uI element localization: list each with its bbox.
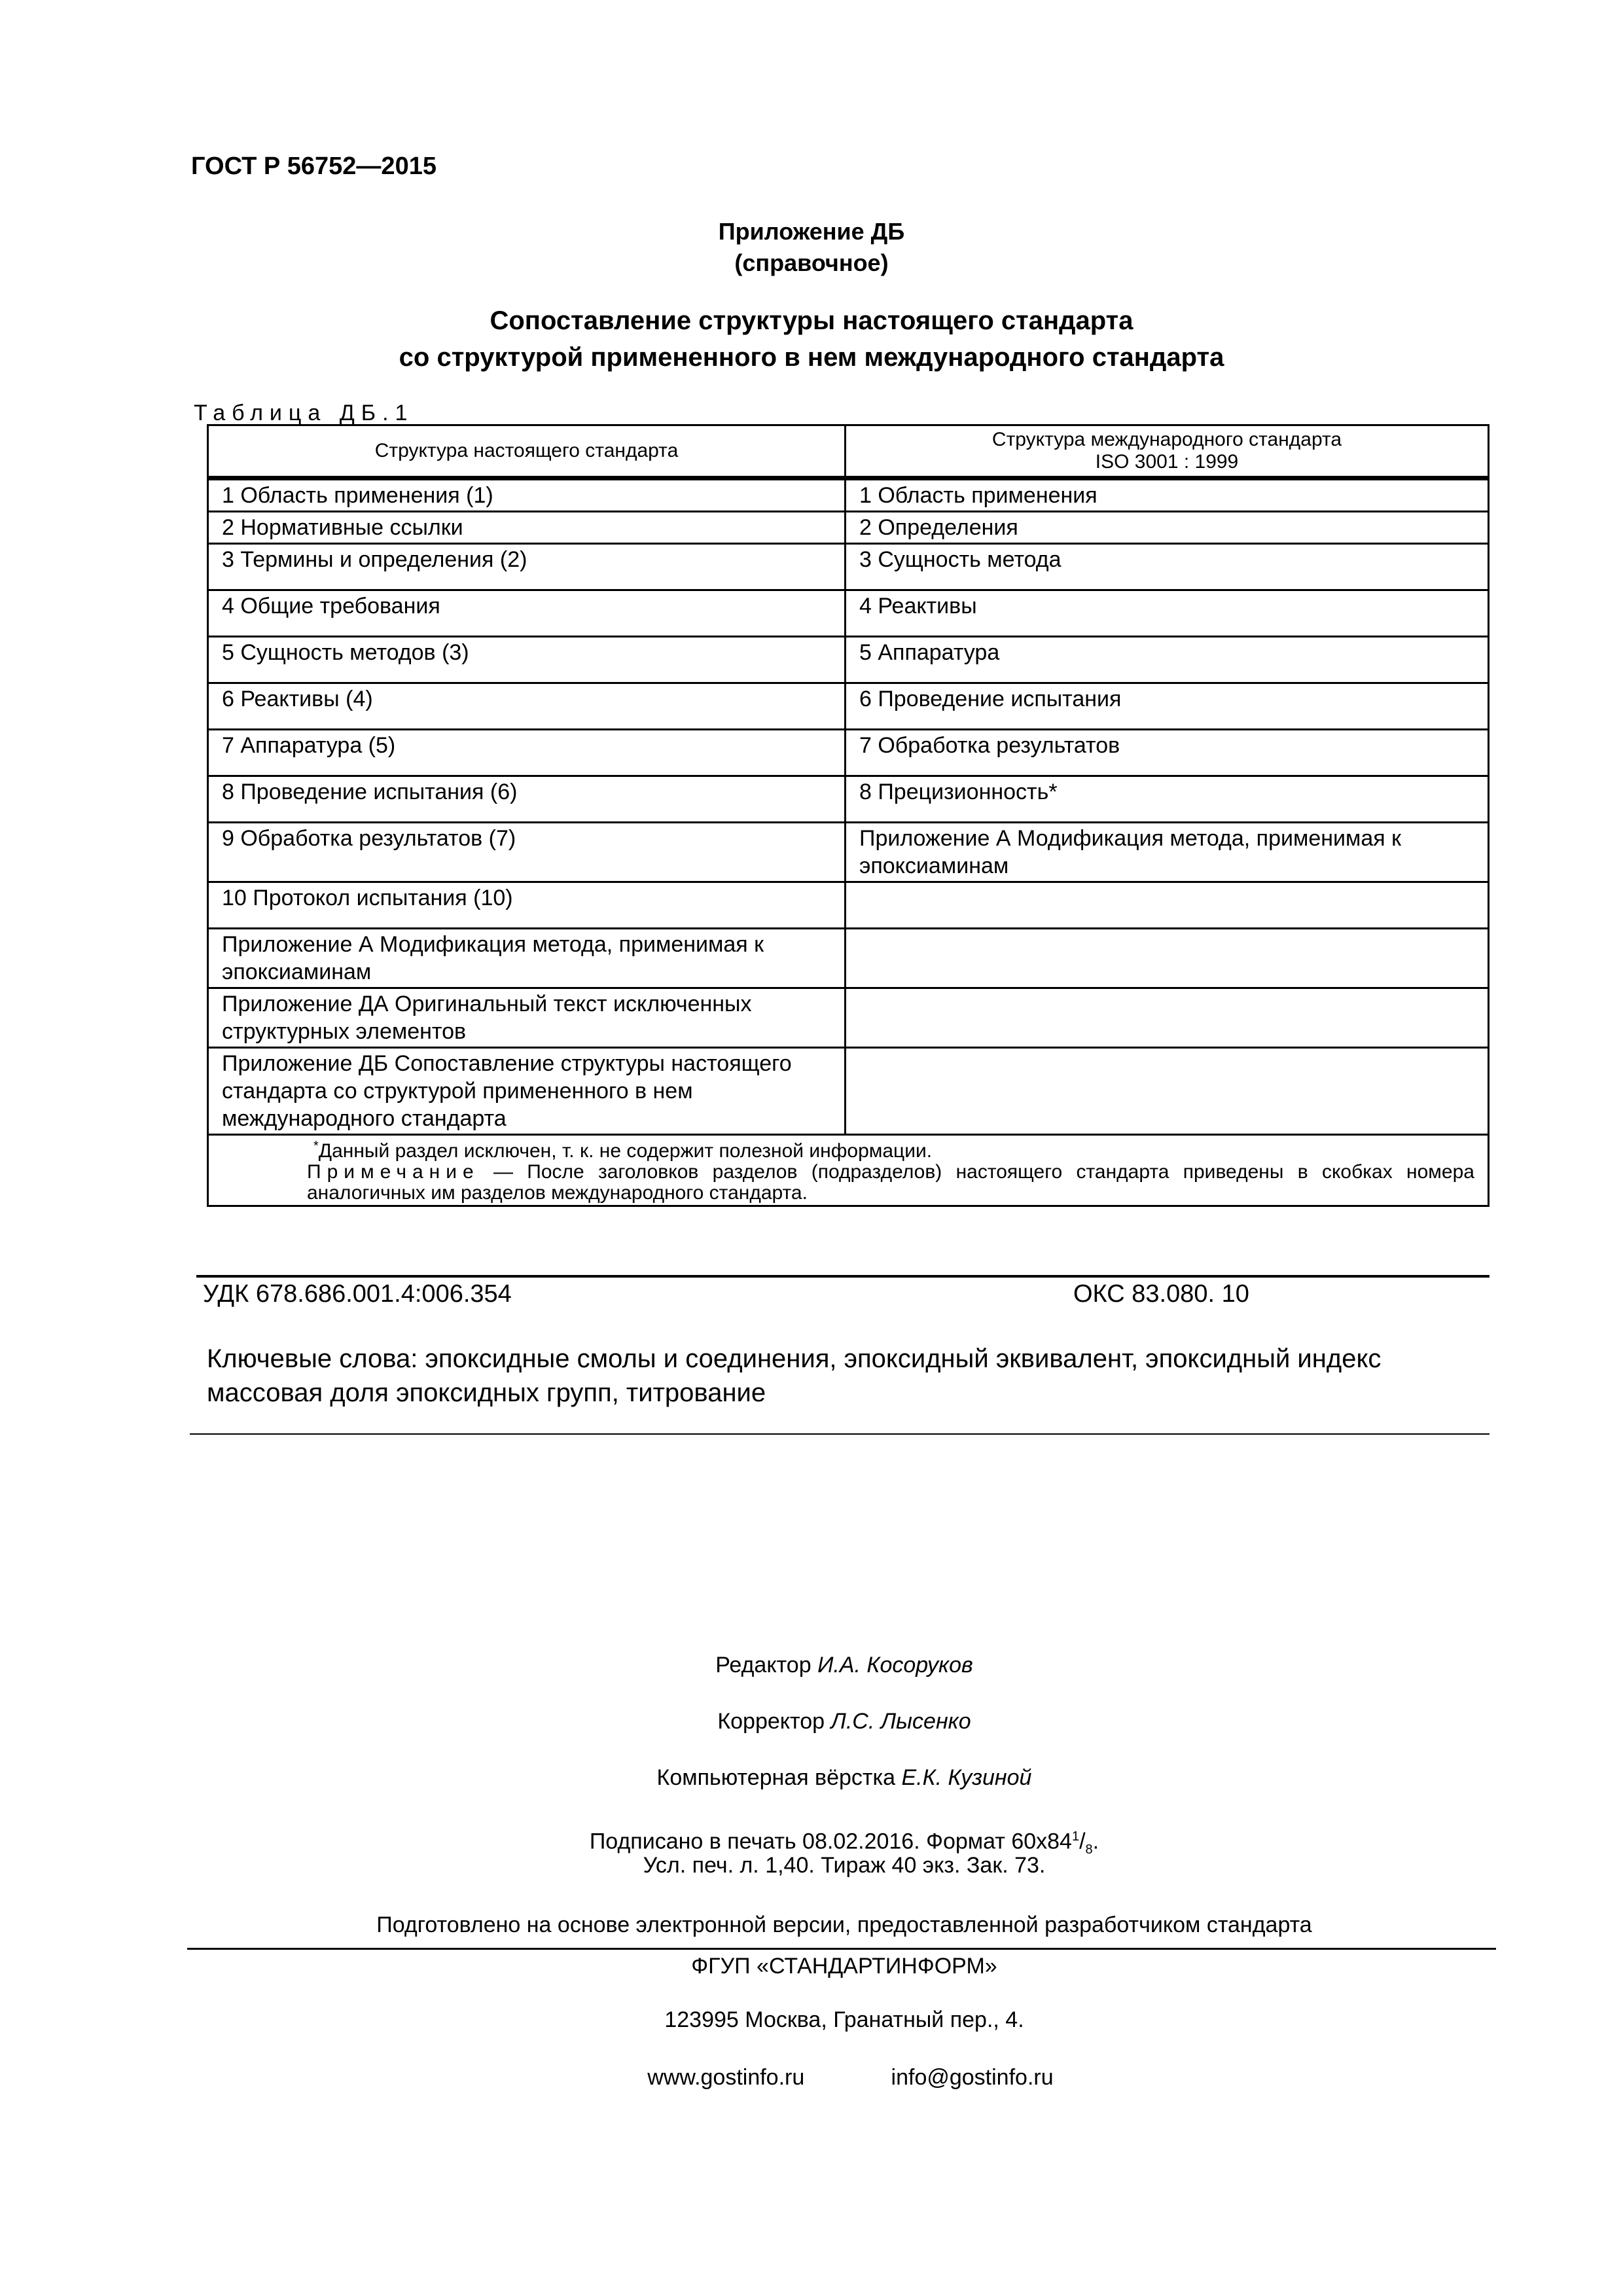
national-structure-cell: Приложение ДБ Сопоставление структуры настоящего стандарта со структурой примененного в нем международного стандарта — [208, 1048, 846, 1135]
footnote — [222, 1136, 1474, 1162]
signed-text: Подписано в печать 08.02.2016. Формат 60x84 — [589, 1829, 1072, 1854]
table-row — [208, 512, 1489, 544]
national-structure-cell: 5 Сущность методов (3) — [208, 637, 846, 683]
table-note — [222, 1162, 1474, 1204]
corrector-label: Корректор — [717, 1709, 825, 1734]
table-row — [208, 823, 1489, 882]
national-structure-cell: 9 Обработка результатов (7) — [208, 823, 846, 882]
udk-code: УДК 678.686.001.4:006.354 — [203, 1280, 512, 1308]
format-subscript: 8 — [1085, 1842, 1093, 1857]
keywords: Ключевые слова: эпоксидные смолы и соединения, эпоксидный эквивалент, эпоксидный индекс массовая доля эпоксидных групп, титрование — [207, 1344, 1382, 1407]
national-structure-cell: 4 Общие требования — [208, 590, 846, 637]
table-row — [208, 776, 1489, 823]
international-structure-cell: 1 Область применения — [846, 478, 1489, 512]
international-structure-cell — [846, 882, 1489, 929]
national-structure-cell: Приложение ДА Оригинальный текст исключенных структурных элементов — [208, 988, 846, 1048]
column-header-international-title: Структура международного стандарта — [991, 429, 1342, 450]
footnote-text: Данный раздел исключен, т. к. не содержит полезной информации. — [318, 1140, 933, 1162]
footnote-marker: * — [313, 1139, 319, 1153]
table-note-row — [208, 1135, 1489, 1206]
column-header-international — [846, 425, 1489, 478]
international-structure-cell — [846, 929, 1489, 988]
table-note-cell — [208, 1135, 1489, 1206]
prepared-note: Подготовлено на основе электронной версии, предоставленной разработчиком стандарта — [376, 1912, 1312, 1937]
oks-code: ОКС 83.080. 10 — [1073, 1280, 1249, 1308]
note-text: — После заголовков разделов (подразделов) настоящего стандарта приведены в скобках номера аналогичных им разделов международного стандарта. — [307, 1161, 1474, 1204]
layout-label: Компьютерная вёрстка — [656, 1765, 896, 1790]
editor-label: Редактор — [715, 1653, 812, 1677]
international-structure-cell: 6 Проведение испытания — [846, 683, 1489, 730]
national-structure-cell: 10 Протокол испытания (10) — [208, 882, 846, 929]
international-structure-cell: 3 Сущность метода — [846, 544, 1489, 590]
international-structure-cell: Приложение А Модификация метода, применимая к эпоксиаминам — [846, 823, 1489, 882]
international-structure-cell: 8 Прецизионность* — [846, 776, 1489, 823]
section-title — [0, 302, 1623, 376]
table-row — [208, 1048, 1489, 1135]
document-id: ГОСТ Р 56752—2015 — [191, 152, 437, 180]
international-structure-cell: 4 Реактивы — [846, 590, 1489, 637]
table-row — [208, 637, 1489, 683]
appendix-subtitle: (справочное) — [734, 249, 889, 276]
section-title-line-1: Сопоставление структуры настоящего стандарта — [490, 306, 1133, 335]
publisher-name: ФГУП «СТАНДАРТИНФОРМ» — [691, 1954, 997, 1979]
national-structure-cell: 2 Нормативные ссылки — [208, 512, 846, 544]
table-row — [208, 988, 1489, 1048]
table-row — [208, 478, 1489, 512]
column-header-iso-number: ISO 3001 : 1999 — [1095, 451, 1239, 473]
international-structure-cell: 2 Определения — [846, 512, 1489, 544]
format-superscript: 1 — [1071, 1829, 1080, 1844]
email-link[interactable]: info@gostinfo.ru — [891, 2065, 1054, 2090]
editor-line — [0, 1651, 1623, 1679]
appendix-title: Приложение ДБ — [718, 218, 905, 245]
table-row — [208, 590, 1489, 637]
website-link[interactable]: www.gostinfo.ru — [647, 2065, 805, 2090]
table-row — [208, 882, 1489, 929]
corrector-name: Л.С. Лысенко — [830, 1709, 971, 1734]
table-row — [208, 683, 1489, 730]
table-label: Таблица ДБ.1 — [194, 401, 414, 425]
international-structure-cell: 7 Обработка результатов — [846, 730, 1489, 776]
international-structure-cell: 5 Аппаратура — [846, 637, 1489, 683]
publisher-contacts — [0, 2034, 1623, 2092]
national-structure-cell: 3 Термины и определения (2) — [208, 544, 846, 590]
corrector-line — [0, 1707, 1623, 1736]
note-label: Примечание — [307, 1161, 480, 1183]
keywords-bottom-rule — [190, 1433, 1489, 1435]
national-structure-cell: 7 Аппаратура (5) — [208, 730, 846, 776]
column-header-national: Структура настоящего стандарта — [208, 425, 846, 478]
national-structure-cell: Приложение А Модификация метода, применимая к эпоксиаминам — [208, 929, 846, 988]
layout-line — [0, 1763, 1623, 1792]
structure-comparison-table — [207, 424, 1489, 1207]
section-title-line-2: со структурой примененного в нем международного стандарта — [399, 343, 1224, 372]
table-row — [208, 544, 1489, 590]
editor-name: И.А. Косоруков — [817, 1653, 973, 1677]
publisher-address: 123995 Москва, Гранатный пер., 4. — [664, 2007, 1024, 2032]
national-structure-cell: 8 Проведение испытания (6) — [208, 776, 846, 823]
udk-top-rule — [196, 1275, 1489, 1278]
international-structure-cell — [846, 1048, 1489, 1135]
layout-name: Е.К. Кузиной — [901, 1765, 1032, 1790]
national-structure-cell: 1 Область применения (1) — [208, 478, 846, 512]
table-row — [208, 929, 1489, 988]
print-details: Усл. печ. л. 1,40. Тираж 40 экз. Зак. 73. — [643, 1853, 1046, 1878]
signed-line: Подписано в печать 08.02.2016. Формат $60x84^1/_8$. — [589, 1829, 1099, 1857]
appendix-heading — [0, 216, 1623, 279]
table-row — [208, 730, 1489, 776]
international-structure-cell — [846, 988, 1489, 1048]
national-structure-cell: 6 Реактивы (4) — [208, 683, 846, 730]
publisher-rule — [187, 1948, 1496, 1950]
